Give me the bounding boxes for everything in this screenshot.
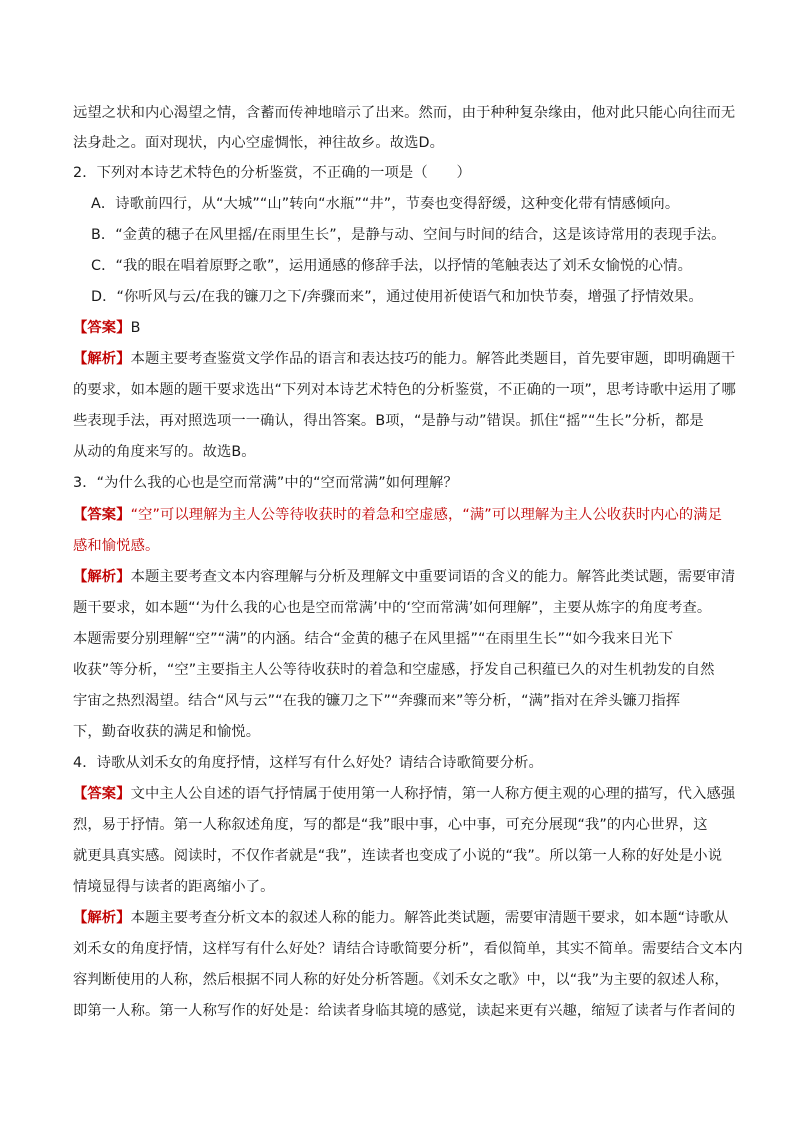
answer-tag: 【答案】 [73, 320, 131, 336]
analysis-tag: 【解析】 [73, 351, 131, 367]
q2-option-d: D．“你听风与云/在我的镰刀之下/奔骤而来”，通过使用祈使语气和加快节奏，增强了抒情效果。 [91, 289, 703, 305]
q2-analysis-line: 从动的角度来写的。故选B。 [73, 444, 256, 460]
q3-answer [73, 505, 722, 525]
q2-answer [73, 318, 141, 338]
q4-analysis-line: 即第一人称。第一人称写作的好处是：给读者身临其境的感觉，读起来更有兴趣，缩短了读者与作者间的 [73, 1003, 736, 1019]
q4-answer-line: 烈，易于抒情。第一人称叙述角度，写的都是“我”眼中事，心中事，可充分展现“我”的内心世界，这 [73, 817, 708, 833]
q1-tail-line: 远望之状和内心渴望之情，含蓄而传神地暗示了出来。然而，由于种种复杂缘由，他对此只能心向往而无 [73, 105, 736, 121]
q3-analysis-line: 下，勤奋收获的满足和愉悦。 [73, 724, 261, 740]
q2-option-b: B．“金黄的穗子在风里摇/在雨里生长”，是静与动、空间与时间的结合，这是该诗常用的表现手法。 [91, 227, 726, 243]
q2-analysis [73, 349, 735, 369]
question-2-stem: 2．下列对本诗艺术特色的分析鉴赏，不正确的一项是（ ） [73, 165, 471, 181]
q3-answer-line: 感和愉悦感。 [73, 538, 160, 554]
analysis-tag: 【解析】 [73, 910, 131, 926]
q3-analysis [73, 567, 735, 587]
q4-analysis [73, 908, 728, 928]
q3-analysis-line: 收获”等分析，“空”主要指主人公等待收获时的着急和空虚感，抒发自己积蕴已久的对生机勃发的自然 [73, 662, 715, 678]
q4-analysis-line: 刘禾女的角度抒情，这样写有什么好处？请结合诗歌简要分析”，看似简单，其实不简单。需要结合文本内 [73, 941, 743, 957]
q4-analysis-line: 容判断使用的人称，然后根据不同人称的好处分析答题。《刘禾女之歌》中，以“我”为主要的叙述人称， [73, 972, 729, 988]
question-3-stem: 3．“为什么我的心也是空而常满”中的“空而常满”如何理解？ [73, 475, 458, 491]
answer-text: 文中主人公自述的语气抒情属于使用第一人称抒情，第一人称方便主观的心理的描写，代入感强 [130, 786, 736, 802]
q1-tail-line: 法身赴之。面对现状，内心空虚惆怅，神往故乡。故选D。 [73, 135, 445, 151]
q4-answer [73, 784, 735, 804]
answer-text: B [130, 320, 141, 336]
analysis-text: 本题主要考查分析文本的叙述人称的能力。解答此类试题，需要审清题干要求，如本题“诗歌从 [130, 910, 729, 926]
q2-analysis-line: 些表现手法，再对照选项一一确认，得出答案。B项，“是静与动”错误。抓住“摇”“生长”分析，都是 [73, 413, 704, 429]
answer-tag: 【答案】 [73, 507, 131, 523]
q4-answer-line: 就更具真实感。阅读时，不仅作者就是“我”，连读者也变成了小说的“我”。所以第一人称的好处是小说 [73, 848, 723, 864]
q3-analysis-line: 题干要求，如本题“‘为什么我的心也是空而常满’中的‘空而常满’如何理解”，主要从炼字的角度考查。 [73, 600, 712, 616]
analysis-tag: 【解析】 [73, 569, 131, 585]
q3-analysis-line: 宇宙之热烈渴望。结合“风与云”“在我的镰刀之下”“奔骤而来”等分析，“满”指对在斧头镰刀指挥 [73, 693, 681, 709]
q3-analysis-line: 本题需要分别理解“空”“满”的内涵。结合“金黄的穗子在风里摇”“在雨里生长”“如今我来日光下 [73, 631, 674, 647]
answer-tag: 【答案】 [73, 786, 131, 802]
analysis-text: 本题主要考查鉴赏文学作品的语言和表达技巧的能力。解答此类题目，首先要审题，即明确题干 [130, 351, 736, 367]
question-4-stem: 4．诗歌从刘禾女的角度抒情，这样写有什么好处？请结合诗歌简要分析。 [73, 755, 543, 771]
analysis-text: 本题主要考查文本内容理解与分析及理解文中重要词语的含义的能力。解答此类试题，需要审清 [130, 569, 736, 585]
q2-option-c: C．“我的眼在唱着原野之歌”，运用通感的修辞手法，以抒情的笔触表达了刘禾女愉悦的心情。 [91, 258, 692, 274]
q2-analysis-line: 的要求，如本题的题干要求选出“下列对本诗艺术特色的分析鉴赏，不正确的一项”，思考诗歌中运用了哪 [73, 382, 736, 398]
q4-answer-line: 情境显得与读者的距离缩小了。 [73, 879, 275, 895]
q2-option-a: A．诗歌前四行，从“大城”“山”转向“水瓶”“井”，节奏也变得舒缓，这种变化带有情感倾向。 [91, 196, 680, 212]
answer-text: “空”可以理解为主人公等待收获时的着急和空虚感，“满”可以理解为主人公收获时内心的满足 [130, 507, 723, 523]
